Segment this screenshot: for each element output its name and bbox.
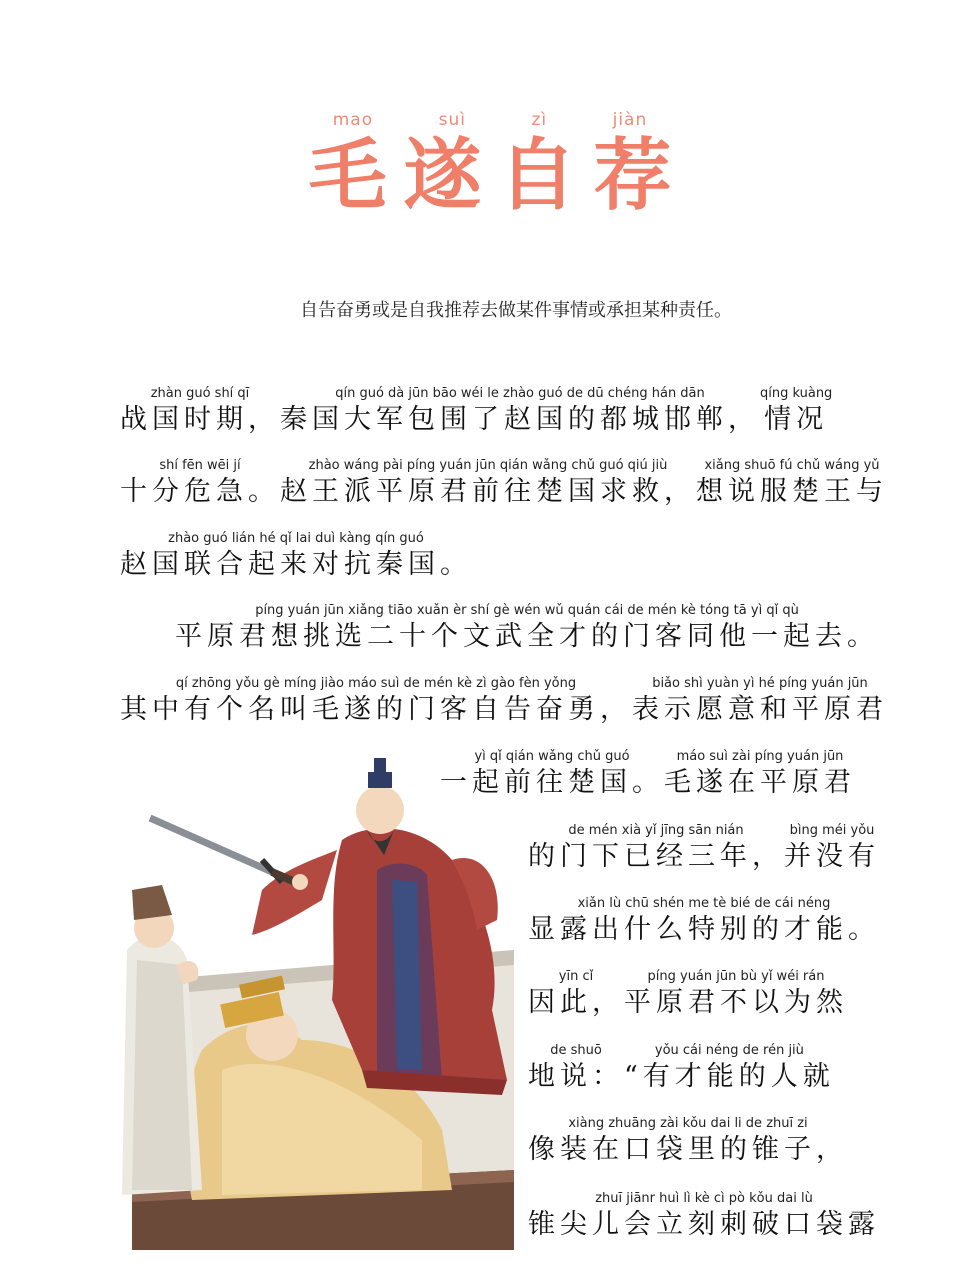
mao-sui-sword-illustration (122, 750, 514, 1250)
pinyin: de shuō (550, 1043, 602, 1058)
text-group (528, 1190, 880, 1243)
title-pinyin-row (300, 110, 680, 130)
pinyin: qín guó dà jūn bāo wéi le zhào guó de dū chéng hán dān (335, 386, 705, 401)
hanzi: 锥尖儿会立刻刺破口袋露 (528, 1209, 880, 1240)
hanzi: 毛遂在平原君 (664, 767, 856, 798)
pinyin: zhàn guó shí qī (150, 386, 250, 401)
pinyin: píng yuán jūn xiǎng tiāo xuǎn èr shí gè wén wǔ quán cái de mén kè tóng tā yì qǐ qù (255, 603, 799, 618)
text-line (528, 968, 848, 1021)
hanzi: 战国时期， (120, 404, 280, 435)
hanzi: 其中有个名叫毛遂的门客自告奋勇， (120, 694, 632, 725)
idiom-definition: 自告奋勇或是自我推荐去做某件事情或承担某种责任。 (300, 300, 732, 321)
pinyin: zhào guó lián hé qǐ lai duì kàng qín guó (168, 531, 424, 546)
pinyin: yì qǐ qián wǎng chǔ guó (474, 749, 630, 764)
pinyin: zhuī jiānr huì lì kè cì pò kǒu dai lù (595, 1191, 813, 1206)
title-pinyin: jiàn (612, 110, 648, 130)
hanzi: 一起前往楚国。 (440, 767, 664, 798)
hanzi: 秦国大军包围了赵国的都城邯郸， (280, 404, 760, 435)
pinyin: yǒu cái néng de rén jiù (654, 1043, 804, 1058)
pinyin: qí zhōng yǒu gè míng jiào máo suì de mén kè zì gào fèn yǒng (175, 676, 577, 691)
title-char: 遂 (403, 130, 482, 221)
pinyin: shí fēn wēi jí (159, 458, 241, 473)
pinyin: biǎo shì yuàn yì hé píng yuán jūn (652, 676, 868, 691)
text-line (528, 1190, 880, 1243)
text-group (632, 675, 888, 728)
pinyin: xiàng zhuāng zài kǒu dai li de zhuī zi (568, 1116, 808, 1131)
title-char: 自 (498, 130, 577, 221)
hanzi: 表示愿意和平原君 (632, 694, 888, 725)
text-group (120, 675, 632, 728)
title-char: 荐 (593, 130, 672, 221)
pinyin: qíng kuàng (760, 386, 833, 401)
pinyin: zhào wáng pài píng yuán jūn qián wǎng chǔ guó qiú jiù (308, 458, 668, 473)
hanzi: “有才能的人就 (624, 1061, 835, 1092)
text-group (624, 1042, 835, 1095)
title-pinyin: zì (531, 110, 548, 130)
text-group (528, 1042, 624, 1095)
text-line (120, 457, 888, 510)
pinyin: máo suì zài píng yuán jūn (676, 749, 844, 764)
hanzi: 赵王派平原君前往楚国求救， (280, 476, 696, 507)
hanzi: 赵国联合起来对抗秦国。 (120, 549, 472, 580)
hanzi: 显露出什么特别的才能。 (528, 914, 880, 945)
text-group (528, 1115, 848, 1168)
text-group (120, 385, 280, 438)
text-group (120, 530, 472, 583)
text-group (440, 748, 664, 801)
text-line (528, 822, 880, 875)
title-pinyin: suì (438, 110, 466, 130)
pinyin: de mén xià yǐ jīng sān nián (568, 823, 744, 838)
title-pinyin: mao (332, 110, 374, 130)
title-char: 毛 (308, 130, 387, 221)
text-group (120, 457, 280, 510)
hanzi: 平原君想挑选二十个文武全才的门客同他一起去。 (175, 621, 879, 652)
pinyin: píng yuán jūn bù yǐ wéi rán (647, 969, 825, 984)
text-group (528, 968, 624, 1021)
page-title (300, 130, 680, 222)
text-group (280, 457, 696, 510)
pinyin: xiǎn lù chū shén me tè bié de cái néng (577, 896, 831, 911)
text-group (784, 822, 880, 875)
pinyin: xiǎng shuō fú chǔ wáng yǔ (704, 458, 880, 473)
text-group (280, 385, 760, 438)
hanzi: 十分危急。 (120, 476, 280, 507)
hanzi: 情况 (764, 404, 829, 435)
pinyin: yīn cǐ (558, 969, 594, 984)
text-group (624, 968, 848, 1021)
text-group (696, 457, 888, 510)
text-group (528, 895, 880, 948)
text-group (175, 602, 879, 655)
pinyin: bìng méi yǒu (789, 823, 875, 838)
hanzi: 平原君不以为然 (624, 987, 848, 1018)
text-line (120, 530, 472, 583)
text-line (120, 385, 832, 438)
text-line (528, 895, 880, 948)
text-line (175, 602, 879, 655)
hanzi: 想说服楚王与 (696, 476, 888, 507)
hanzi: 并没有 (784, 841, 880, 872)
hanzi: 的门下已经三年， (528, 841, 784, 872)
hanzi: 地说： (528, 1061, 624, 1092)
text-line (120, 675, 888, 728)
text-group (528, 822, 784, 875)
title-block (300, 110, 680, 222)
text-line (528, 1115, 848, 1168)
text-line (440, 748, 856, 801)
text-line (528, 1042, 835, 1095)
hanzi: 因此， (528, 987, 624, 1018)
hanzi: 像装在口袋里的锥子， (528, 1134, 848, 1165)
text-group (664, 748, 856, 801)
text-group (760, 385, 832, 438)
